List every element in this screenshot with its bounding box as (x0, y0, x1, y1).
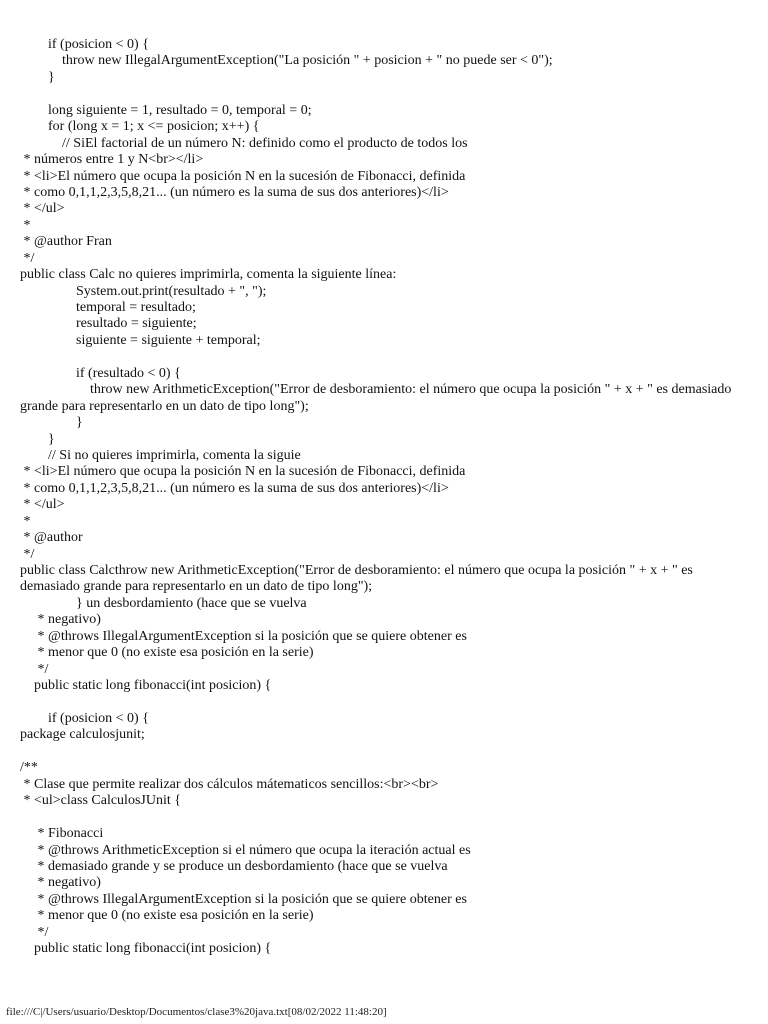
code-line: * como 0,1,1,2,3,5,8,21... (un número es la suma de sus dos anteriores)</li> (20, 184, 449, 200)
code-line: } un desbordamiento (hace que se vuelva (20, 595, 307, 611)
code-line: * @author Fran (20, 234, 112, 250)
code-line: * @throws ArithmeticException si el número que ocupa la iteración actual es (20, 842, 471, 858)
code-line: public class Calc no quieres imprimirla, comenta la siguiente línea: (20, 267, 397, 283)
code-line: // Si no quieres imprimirla, comenta la siguie (20, 447, 301, 463)
code-line: * (20, 217, 31, 233)
code-line: resultado = siguiente; (20, 316, 197, 332)
code-line: throw new IllegalArgumentException("La posición " + posicion + " no puede ser < 0"); (20, 53, 553, 69)
code-line: */ (20, 250, 35, 266)
code-line: * (20, 513, 31, 529)
code-line: * negativo) (20, 875, 101, 891)
code-line: * </ul> (20, 201, 65, 217)
code-line: * @author (20, 530, 83, 546)
code-line: for (long x = 1; x <= posicion; x++) { (20, 119, 260, 135)
code-line (20, 695, 746, 711)
code-line: * Fibonacci (20, 826, 104, 842)
code-line: * @throws IllegalArgumentException si la posición que se quiere obtener es (20, 891, 467, 907)
code-line: } (20, 415, 83, 431)
code-line: throw new ArithmeticException("Error de desboramiento: el número que ocupa la posición " + x + " es demasiado grande para representarlo en un dato de tipo long"); (20, 382, 735, 414)
code-line (20, 810, 746, 826)
code-line (20, 349, 746, 365)
code-line: if (resultado < 0) { (20, 365, 181, 381)
code-line: */ (20, 924, 49, 940)
code-line: // SiEl factorial de un número N: definido como el producto de todos los (20, 135, 468, 151)
code-line: * <li>El número que ocupa la posición N en la sucesión de Fibonacci, definida (20, 464, 466, 480)
code-line: siguiente = siguiente + temporal; (20, 332, 261, 348)
file-path-footer: file:///C|/Users/usuario/Desktop/Documentos/clase3%20java.txt[08/02/2022 11:48:20] (6, 1006, 387, 1018)
code-line: */ (20, 546, 35, 562)
code-line: * menor que 0 (no existe esa posición en la serie) (20, 645, 314, 661)
code-line: public class Calcthrow new ArithmeticException("Error de desboramiento: el número que ocupa la posición " + x + " es demasiado grande para representarlo en un dato de tipo long"); (20, 563, 697, 595)
code-line: /** (20, 760, 38, 776)
code-line: System.out.print(resultado + ", "); (20, 283, 267, 299)
code-line: if (posicion < 0) { (20, 37, 149, 52)
code-line: public static long fibonacci(int posicion) { (20, 678, 272, 694)
code-line (20, 744, 746, 760)
code-line (20, 86, 746, 102)
code-line: * <ul>class CalculosJUnit { (20, 793, 181, 809)
code-line: * demasiado grande y se produce un desbordamiento (hace que se vuelva (20, 858, 448, 874)
code-line: long siguiente = 1, resultado = 0, temporal = 0; (20, 102, 312, 118)
code-line: * números entre 1 y N<br></li> (20, 152, 204, 168)
code-line: temporal = resultado; (20, 300, 196, 315)
code-line: package calculosjunit; (20, 727, 145, 743)
code-line: } (20, 69, 55, 85)
code-line: * Clase que permite realizar dos cálculos mátematicos sencillos:<br><br> (20, 776, 439, 792)
code-line: * <li>El número que ocupa la posición N en la sucesión de Fibonacci, definida (20, 168, 466, 184)
code-line: * negativo) (20, 612, 101, 628)
code-line: } (20, 431, 55, 447)
code-line: * menor que 0 (no existe esa posición en la serie) (20, 908, 314, 924)
code-line: if (posicion < 0) { (20, 711, 149, 726)
code-line: public static long fibonacci(int posicion) { (20, 941, 272, 957)
code-line: * @throws IllegalArgumentException si la posición que se quiere obtener es (20, 628, 467, 644)
code-listing (20, 37, 746, 958)
code-line: * </ul> (20, 497, 65, 513)
code-line: */ (20, 661, 49, 677)
code-line: * como 0,1,1,2,3,5,8,21... (un número es la suma de sus dos anteriores)</li> (20, 480, 449, 496)
